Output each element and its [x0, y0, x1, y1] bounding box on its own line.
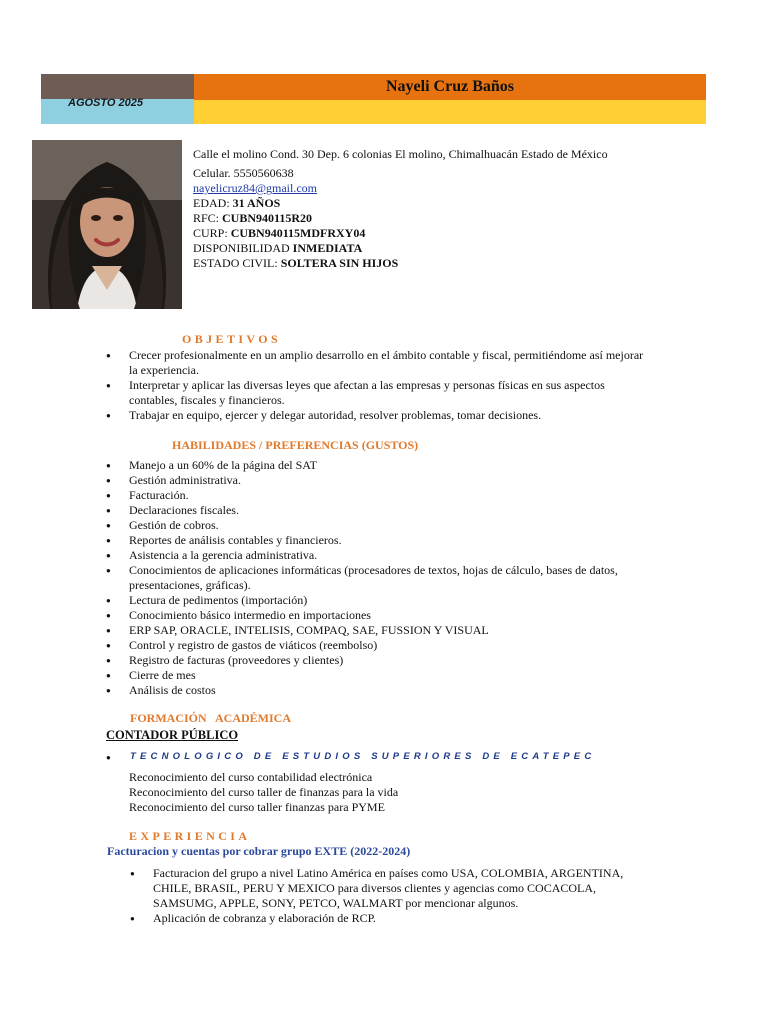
list-item: ● Manejo a un 60% de la página del SAT	[106, 458, 666, 473]
list-item: ● Gestión de cobros.	[106, 518, 666, 533]
objectives-list	[106, 348, 646, 423]
experience-title: EXPERIENCIA	[129, 829, 251, 843]
list-item: ● Gestión administrativa.	[106, 473, 666, 488]
list-item: ● Registro de facturas (proveedores y clientes)	[106, 653, 666, 668]
civil-status-line: ESTADO CIVIL: SOLTERA SIN HIJOS	[193, 256, 399, 270]
school-name: TECNOLOGICO DE ESTUDIOS SUPERIORES DE ECATEPEC	[130, 751, 596, 762]
job-title: Facturacion y cuentas por cobrar grupo EXTE (2022-2024)	[107, 844, 411, 858]
degree-title: CONTADOR PÚBLICO	[106, 728, 239, 742]
address: Calle el molino Cond. 30 Dep. 6 colonias El molino, Chimalhuacán Estado de México	[193, 147, 608, 161]
contact-block	[193, 147, 608, 271]
courses-list	[129, 770, 398, 815]
list-item: ● Asistencia a la gerencia administrativa.	[106, 548, 666, 563]
course-item: Reconocimiento del curso taller de finanzas para la vida	[129, 785, 399, 799]
course-item: Reconocimiento del curso contabilidad electrónica	[129, 770, 373, 784]
list-item: ● Reportes de análisis contables y financieros.	[106, 533, 666, 548]
header-brown-block	[41, 74, 194, 99]
phone: Celular. 5550560638	[193, 166, 294, 180]
list-item: ● Aplicación de cobranza y elaboración de RCP.	[130, 911, 660, 926]
experience-list	[130, 866, 660, 926]
list-item: ● Cierre de mes	[106, 668, 666, 683]
list-item: ● Facturacion del grupo a nivel Latino América en países como USA, COLOMBIA, ARGENTINA, CHILE, BRASIL, PERU Y MEXICO para diversos clientes y agencias como COCACOLA, SAMSUMG, APPLE, SONY, PETCO, WALMART por mencionar algunos.	[130, 866, 660, 911]
list-item: ● Crecer profesionalmente en un amplio desarrollo en el ámbito contable y fiscal, permitiéndome así mejorar la experiencia.	[106, 348, 646, 378]
candidate-name: Nayeli Cruz Baños	[386, 78, 514, 95]
list-item: ● Control y registro de gastos de viáticos (reembolso)	[106, 638, 666, 653]
list-item: ● Facturación.	[106, 488, 666, 503]
availability-line: DISPONIBILIDAD INMEDIATA	[193, 241, 363, 255]
list-item: ● Trabajar en equipo, ejercer y delegar autoridad, resolver problemas, tomar decisiones.	[106, 408, 646, 423]
rfc-line: RFC: CUBN940115R20	[193, 211, 313, 225]
profile-photo	[32, 140, 182, 309]
objectives-title: OBJETIVOS	[182, 332, 282, 346]
list-item: ● Declaraciones fiscales.	[106, 503, 666, 518]
list-item: ● ERP SAP, ORACLE, INTELISIS, COMPAQ, SAE, FUSSION Y VISUAL	[106, 623, 666, 638]
header-yellow-bar	[194, 100, 706, 124]
list-item: ● Análisis de costos	[106, 683, 666, 698]
age-line: EDAD: 31 AÑOS	[193, 196, 281, 210]
list-item: ● Conocimientos de aplicaciones informáticas (procesadores de textos, hojas de cálculo, bases de datos, presentaciones, gráficas).	[106, 563, 666, 593]
bullet-icon: ●	[106, 753, 111, 762]
list-item: ● Conocimiento básico intermedio en importaciones	[106, 608, 666, 623]
skills-title: HABILIDADES / PREFERENCIAS (GUSTOS)	[172, 438, 419, 452]
education-title: FORMACIÓN ACADÉMICA	[130, 711, 291, 725]
course-item: Reconocimiento del curso taller finanzas para PYME	[129, 800, 385, 814]
resume-date: AGOSTO 2025	[68, 97, 143, 109]
email-link[interactable]: nayelicruz84@gmail.com	[193, 181, 318, 195]
skills-list	[106, 458, 666, 698]
list-item: ● Interpretar y aplicar las diversas leyes que afectan a las empresas y personas físicas en sus aspectos contables, fiscales y financieros.	[106, 378, 646, 408]
curp-line: CURP: CUBN940115MDFRXY04	[193, 226, 366, 240]
list-item: ● Lectura de pedimentos (importación)	[106, 593, 666, 608]
